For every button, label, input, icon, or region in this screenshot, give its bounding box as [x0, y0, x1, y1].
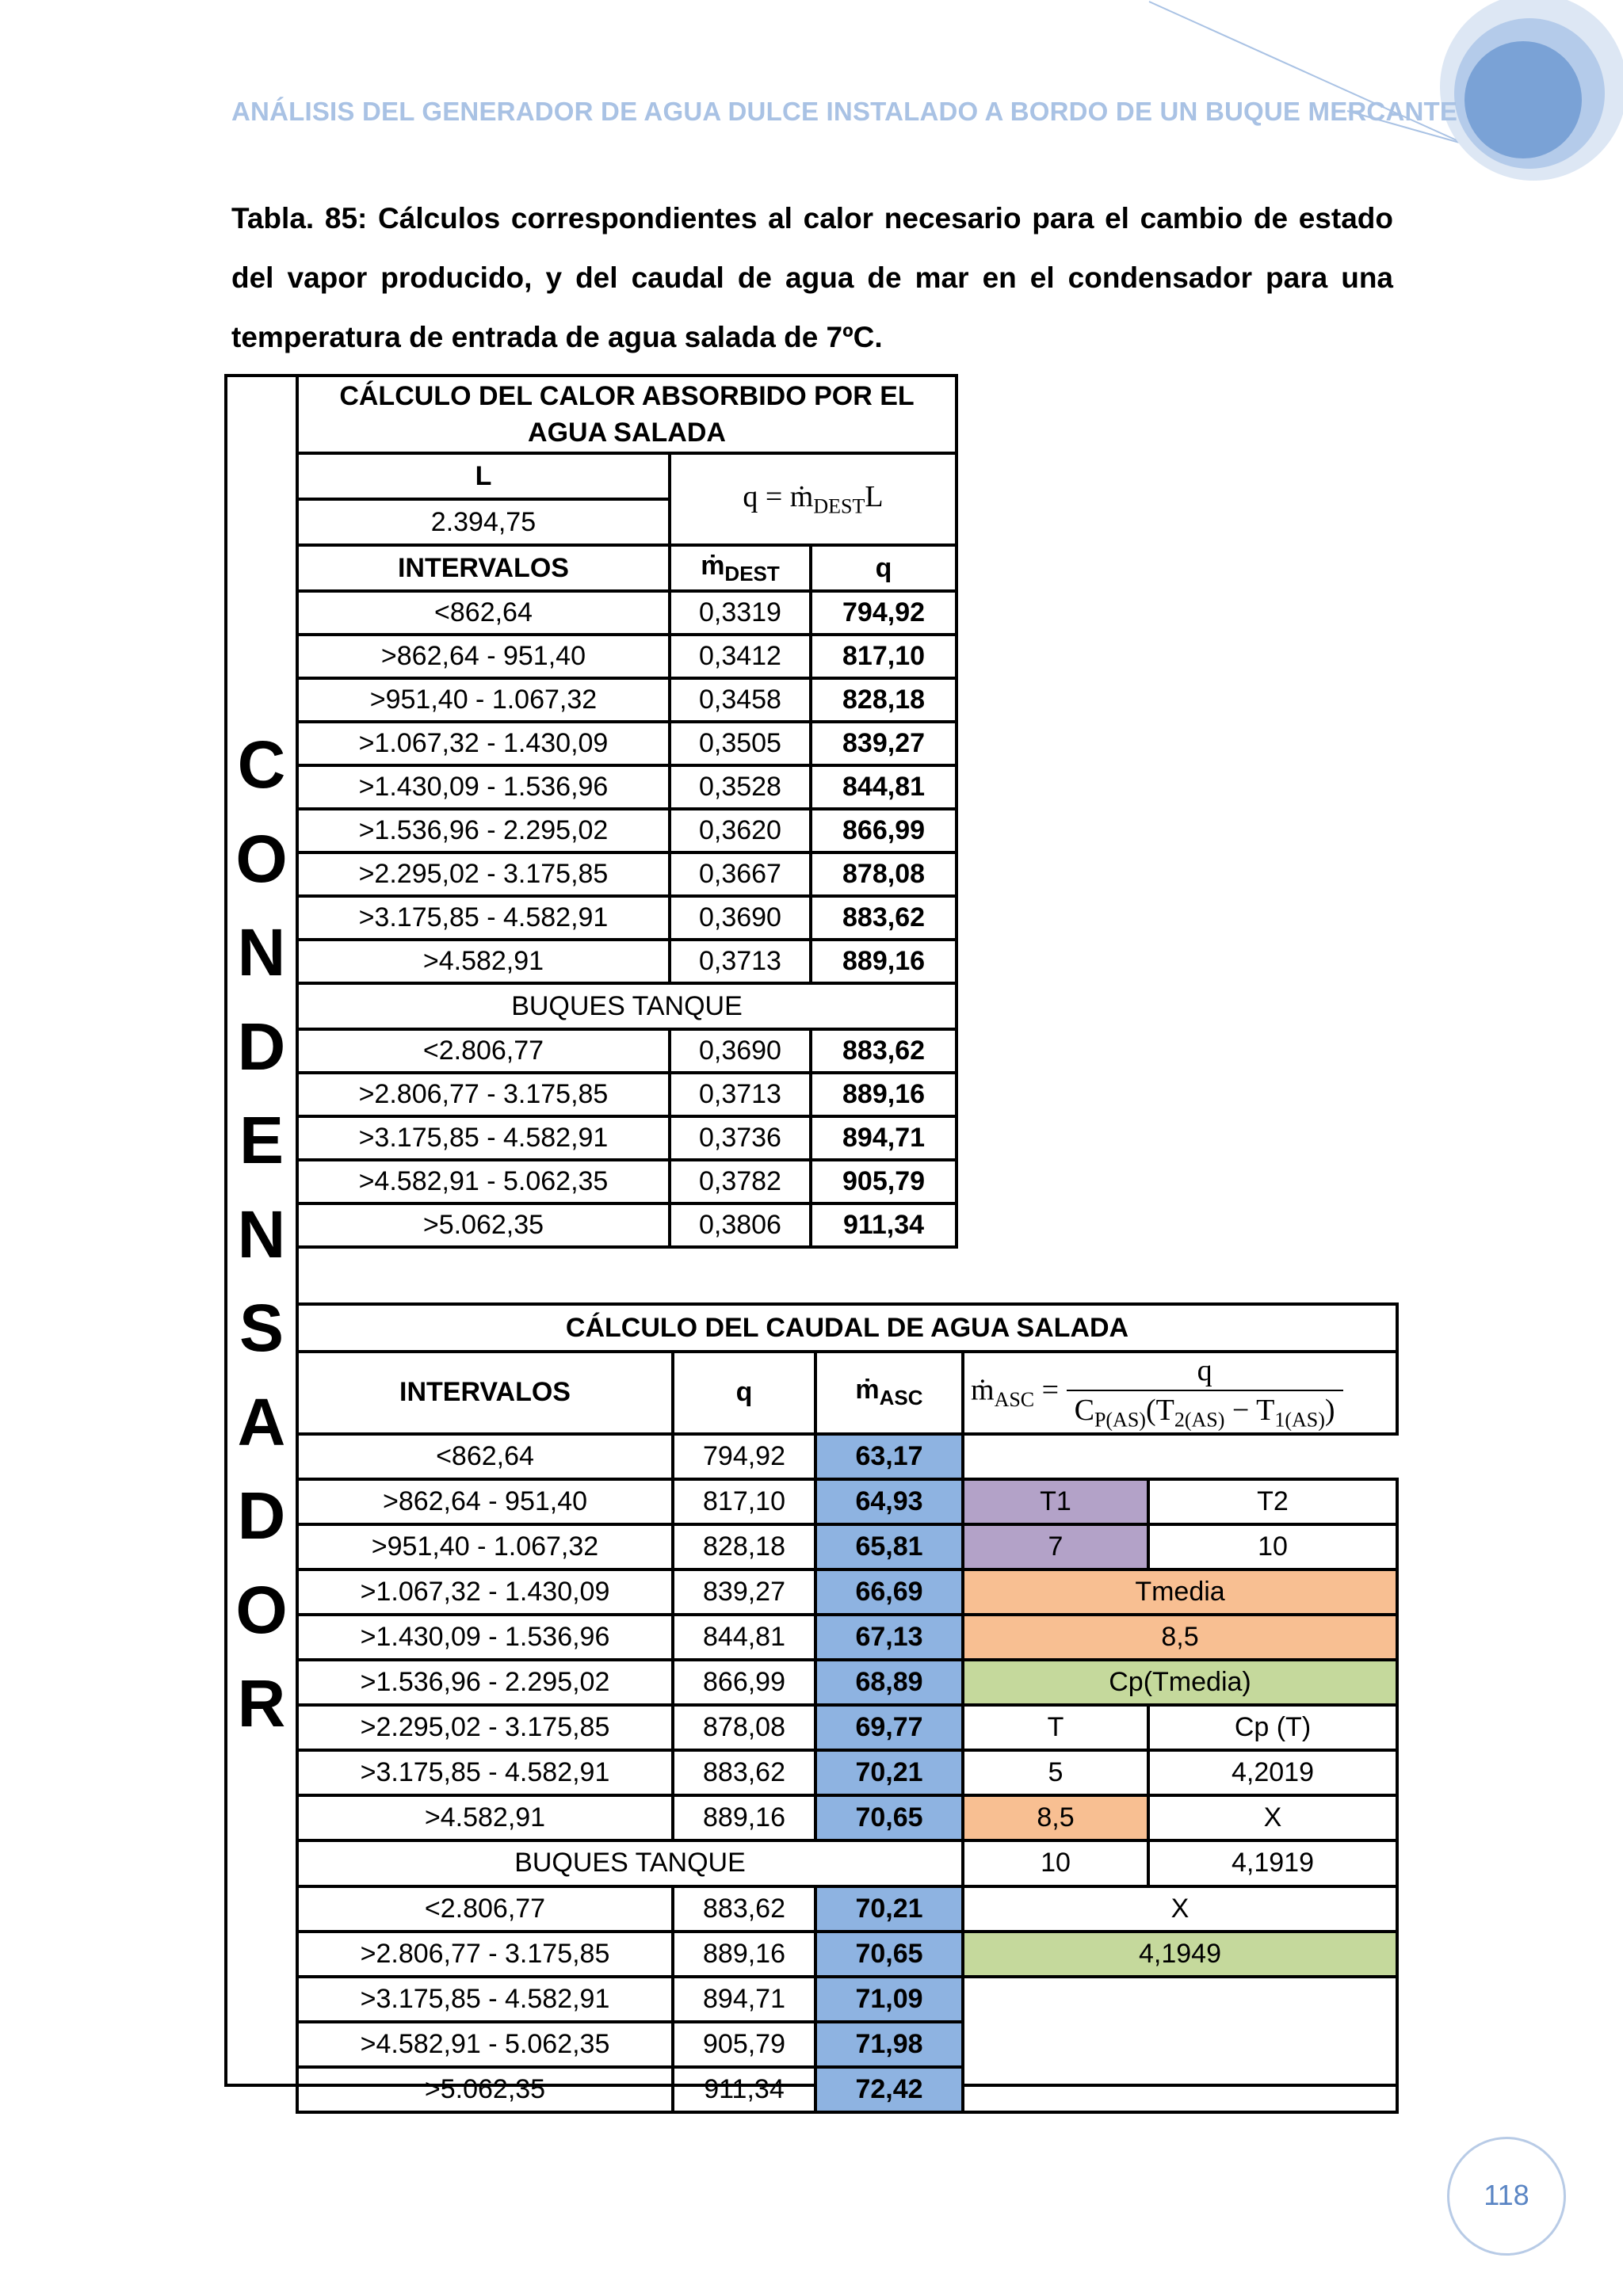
interval-cell: >3.175,85 - 4.582,91	[297, 1750, 673, 1795]
interval-cell: >1.067,32 - 1.430,09	[297, 1569, 673, 1615]
mdest-cell: 0,3667	[670, 852, 811, 896]
mdest-cell: 0,3736	[670, 1116, 811, 1160]
q-cell: 878,08	[811, 852, 957, 896]
table-row	[297, 635, 957, 678]
side-letter: N	[237, 915, 286, 990]
mdest-cell: 0,3713	[670, 940, 811, 983]
table-row	[297, 1029, 957, 1073]
q-cell: 878,08	[673, 1705, 815, 1750]
flow-table-title: CÁLCULO DEL CAUDAL DE AGUA SALADA	[297, 1304, 1397, 1352]
q-cell: 839,27	[811, 722, 957, 765]
interval-cell: >3.175,85 - 4.582,91	[297, 1116, 670, 1160]
q-cell: 883,62	[811, 896, 957, 940]
masc-cell: 66,69	[815, 1569, 963, 1615]
q-cell: 794,92	[811, 591, 957, 635]
side-letter: E	[239, 1103, 285, 1177]
q-cell: 883,62	[811, 1029, 957, 1073]
table-row	[297, 1615, 1397, 1660]
masc-cell: 69,77	[815, 1705, 963, 1750]
interval-cell: >1.430,09 - 1.536,96	[297, 1615, 673, 1660]
flow-table	[296, 1302, 1399, 2114]
interval-cell: >5.062,35	[297, 1203, 670, 1247]
q-cell: 911,34	[673, 2067, 815, 2112]
masc-cell: 65,81	[815, 1524, 963, 1569]
interval-cell: >951,40 - 1.067,32	[297, 678, 670, 722]
q-cell: 911,34	[811, 1203, 957, 1247]
tanker-label-2: BUQUES TANQUE	[297, 1840, 963, 1886]
cp-r1-t: 5	[963, 1750, 1148, 1795]
interval-cell: >2.295,02 - 3.175,85	[297, 1705, 673, 1750]
table-row	[297, 1073, 957, 1116]
mdest-cell: 0,3806	[670, 1203, 811, 1247]
mdest-cell: 0,3528	[670, 765, 811, 809]
page-number: 118	[1484, 2179, 1529, 2211]
q-cell: 905,79	[673, 2022, 815, 2067]
side-letter: C	[237, 727, 286, 802]
t2-value: 10	[1148, 1524, 1397, 1569]
table-row	[297, 678, 957, 722]
table-row	[297, 809, 957, 852]
cp-r2-t: 8,5	[963, 1795, 1148, 1840]
interval-cell: >862,64 - 951,40	[297, 635, 670, 678]
masc-cell: 71,98	[815, 2022, 963, 2067]
q-cell: 866,99	[673, 1660, 815, 1705]
col-intervals-2: INTERVALOS	[297, 1352, 673, 1434]
interval-cell: <862,64	[297, 591, 670, 635]
masc-cell: 70,65	[815, 1795, 963, 1840]
q-cell: 828,18	[811, 678, 957, 722]
table-row	[297, 1160, 957, 1203]
interval-cell: >4.582,91 - 5.062,35	[297, 1160, 670, 1203]
interval-cell: >951,40 - 1.067,32	[297, 1524, 673, 1569]
masc-cell: 70,21	[815, 1886, 963, 1932]
table-row	[297, 1569, 1397, 1615]
cp-r3-cp: 4,1919	[1148, 1840, 1397, 1886]
q-cell: 817,10	[811, 635, 957, 678]
interval-cell: >5.062,35	[297, 2067, 673, 2112]
table-row	[297, 896, 957, 940]
interval-cell: >1.536,96 - 2.295,02	[297, 1660, 673, 1705]
heat-formula: q = ṁ$_{DEST}$L	[670, 453, 957, 545]
interval-cell: >1.536,96 - 2.295,02	[297, 809, 670, 852]
q-cell: 894,71	[811, 1116, 957, 1160]
masc-cell: 71,09	[815, 1977, 963, 2022]
mdest-cell: 0,3690	[670, 1029, 811, 1073]
cp-r2-cp: X	[1148, 1795, 1397, 1840]
mdest-cell: 0,3319	[670, 591, 811, 635]
interval-cell: <2.806,77	[297, 1029, 670, 1073]
mdest-cell: 0,3412	[670, 635, 811, 678]
l-label: L	[297, 453, 670, 499]
tmedia-value: 8,5	[963, 1615, 1397, 1660]
side-letter: D	[237, 1478, 286, 1553]
q-cell: 817,10	[673, 1479, 815, 1524]
q-cell: 894,71	[673, 1977, 815, 2022]
t-col-label: T	[963, 1705, 1148, 1750]
cp-r3-t: 10	[963, 1840, 1148, 1886]
table-row	[297, 1660, 1397, 1705]
table-row	[297, 1203, 957, 1247]
blank-cell	[963, 1977, 1397, 2112]
table-row	[297, 1932, 1397, 1977]
t1-value: 7	[963, 1524, 1148, 1569]
interval-cell: >862,64 - 951,40	[297, 1479, 673, 1524]
col-q: q	[811, 545, 957, 591]
side-letter: S	[239, 1291, 285, 1365]
mdest-cell: 0,3782	[670, 1160, 811, 1203]
table-row	[297, 1705, 1397, 1750]
q-cell: 794,92	[673, 1434, 815, 1479]
q-cell: 883,62	[673, 1750, 815, 1795]
l-value: 2.394,75	[297, 499, 670, 545]
table-row	[297, 1795, 1397, 1840]
mdest-cell: 0,3713	[670, 1073, 811, 1116]
interval-cell: >2.806,77 - 3.175,85	[297, 1932, 673, 1977]
masc-cell: 67,13	[815, 1615, 963, 1660]
masc-cell: 64,93	[815, 1479, 963, 1524]
tanker-label: BUQUES TANQUE	[297, 983, 957, 1029]
table-row	[297, 722, 957, 765]
interval-cell: <862,64	[297, 1434, 673, 1479]
table-row	[297, 1886, 1397, 1932]
mdest-cell: 0,3505	[670, 722, 811, 765]
q-cell: 889,16	[811, 940, 957, 983]
col-intervals: INTERVALOS	[297, 545, 670, 591]
q-cell: 828,18	[673, 1524, 815, 1569]
table-caption: Tabla. 85: Cálculos correspondientes al calor necesario para el cambio de estado del vapor producido, y del caudal de agua de mar en el condensador para una temperatura de entrada de agua salada de 7ºC.	[231, 202, 1393, 353]
col-masc: ṁ$_{ASC}$	[815, 1352, 963, 1434]
q-cell: 844,81	[811, 765, 957, 809]
q-cell: 905,79	[811, 1160, 957, 1203]
table-row	[297, 940, 957, 983]
table-row	[297, 1524, 1397, 1569]
masc-cell: 70,65	[815, 1932, 963, 1977]
side-letter: D	[237, 1009, 286, 1084]
t1-label: T1	[963, 1479, 1148, 1524]
table-row	[297, 852, 957, 896]
table-row	[297, 591, 957, 635]
q-cell: 889,16	[673, 1795, 815, 1840]
interval-cell: >3.175,85 - 4.582,91	[297, 896, 670, 940]
col-q-2: q	[673, 1352, 815, 1434]
q-cell: 866,99	[811, 809, 957, 852]
table-row	[297, 1479, 1397, 1524]
q-cell: 844,81	[673, 1615, 815, 1660]
cp-r1-cp: 4,2019	[1148, 1750, 1397, 1795]
masc-cell: 72,42	[815, 2067, 963, 2112]
interval-cell: >2.295,02 - 3.175,85	[297, 852, 670, 896]
col-mdest: ṁ$_{DEST}$	[670, 545, 811, 591]
side-letter: R	[237, 1666, 286, 1741]
flow-formula: ṁ$_{ASC}$ = $\frac{q}{C_{P(AS)}(T_{2(AS)} - T_{1(AS)})}$	[963, 1352, 1397, 1434]
heat-table-title: CÁLCULO DEL CALOR ABSORBIDO POR EL AGUA SALADA	[297, 376, 957, 453]
mdest-cell: 0,3690	[670, 896, 811, 940]
table-row	[297, 1977, 1397, 2022]
q-cell: 839,27	[673, 1569, 815, 1615]
table-row	[297, 1434, 1397, 1479]
t2-label: T2	[1148, 1479, 1397, 1524]
side-label-condensador	[226, 718, 297, 1751]
table-row	[297, 1116, 957, 1160]
running-header: ANÁLISIS DEL GENERADOR DE AGUA DULCE INSTALADO A BORDO DE UN BUQUE MERCANTE	[231, 97, 1458, 126]
q-cell: 889,16	[673, 1932, 815, 1977]
interval-cell: >4.582,91 - 5.062,35	[297, 2022, 673, 2067]
side-letter: N	[237, 1196, 286, 1272]
interval-cell: >4.582,91	[297, 940, 670, 983]
interval-cell: >3.175,85 - 4.582,91	[297, 1977, 673, 2022]
interval-cell: >4.582,91	[297, 1795, 673, 1840]
table-row	[297, 1750, 1397, 1795]
masc-cell: 63,17	[815, 1434, 963, 1479]
cpt-col-label: Cp (T)	[1148, 1705, 1397, 1750]
masc-cell: 68,89	[815, 1660, 963, 1705]
mdest-cell: 0,3458	[670, 678, 811, 722]
table-row	[297, 765, 957, 809]
tmedia-label: Tmedia	[963, 1569, 1397, 1615]
interval-cell: >2.806,77 - 3.175,85	[297, 1073, 670, 1116]
masc-cell: 70,21	[815, 1750, 963, 1795]
x-value: 4,1949	[963, 1932, 1397, 1977]
heat-table	[296, 374, 958, 1249]
side-letter: O	[235, 821, 288, 896]
side-letter: O	[235, 1572, 288, 1647]
mdest-cell: 0,3620	[670, 809, 811, 852]
interval-cell: <2.806,77	[297, 1886, 673, 1932]
interval-cell: >1.430,09 - 1.536,96	[297, 765, 670, 809]
side-letter: A	[237, 1384, 286, 1459]
x-label: X	[963, 1886, 1397, 1932]
q-cell: 889,16	[811, 1073, 957, 1116]
interval-cell: >1.067,32 - 1.430,09	[297, 722, 670, 765]
q-cell: 883,62	[673, 1886, 815, 1932]
cp-label: Cp(Tmedia)	[963, 1660, 1397, 1705]
